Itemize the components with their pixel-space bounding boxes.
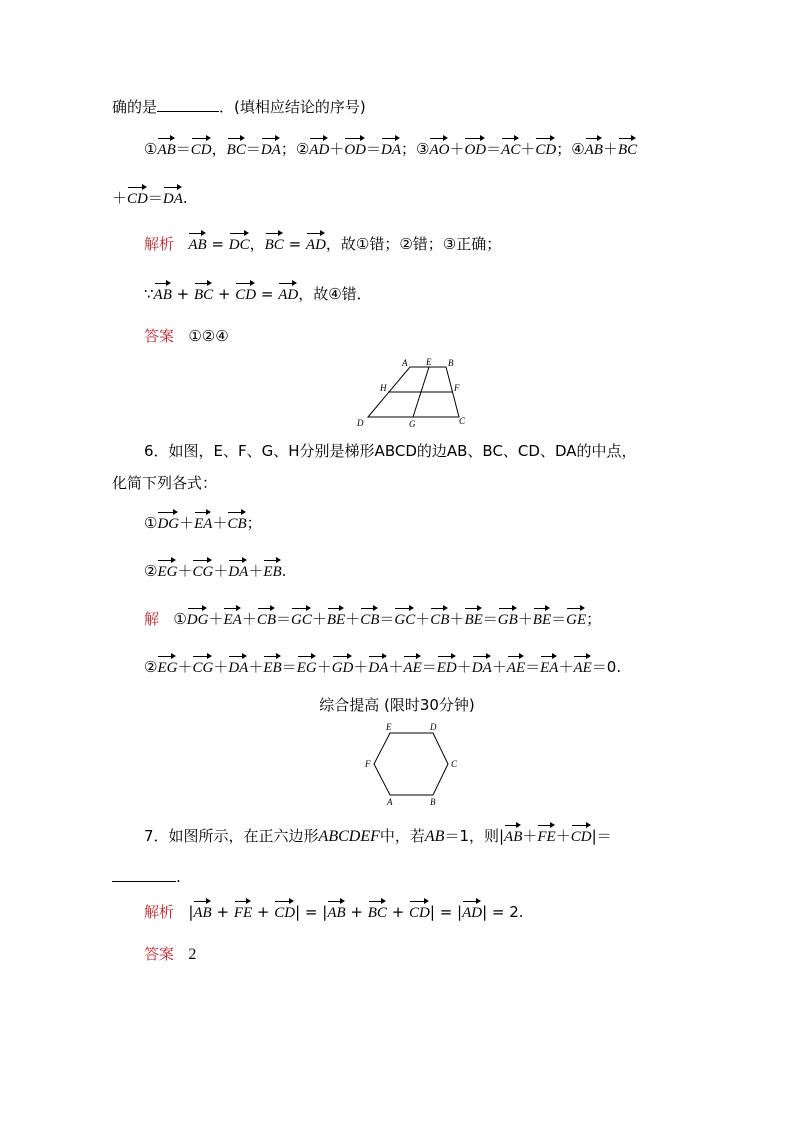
text-token: ＝ [421,658,437,676]
text-token: ① [144,514,158,532]
vector-eg: EG [157,558,177,583]
text-token: ＋ [456,658,472,676]
q7-stem [144,823,612,848]
label-G: G [409,419,416,429]
math-abcdef: ABCDEF [318,828,380,845]
text-token: + [345,903,368,921]
text-token: ② [144,658,158,676]
text-token: ＝ [486,140,502,158]
answer-blank-q7 [112,867,176,882]
text-token: | = | [295,903,328,921]
text-token: ＋ [520,140,536,158]
vector-cd: CD [127,185,148,210]
vector-da: DA [163,185,183,210]
vector-fe: FE [234,899,252,924]
text-token: ＝ [379,610,395,628]
label-H: H [380,383,387,393]
vector-cb: CB [430,606,449,631]
vector-ab: AB [504,823,522,848]
vector-ed: ED [437,654,457,679]
text-token: ＋ [345,610,361,628]
vector-bc: BC [265,231,284,256]
text-token: ＝ [365,140,381,158]
text-token: ；② [280,140,310,158]
vector-eb: EB [263,558,281,583]
text-token: ＝ [482,610,498,628]
vector-gc: GC [394,606,415,631]
label-D: D [357,418,364,428]
text-token: ∵ [144,285,154,303]
label-F2: F [365,759,371,769]
vector-cb: CB [360,606,379,631]
text-token: ＝ [281,658,297,676]
vector-fe: FE [537,823,555,848]
vector-cg: CG [192,558,213,583]
vector-da: DA [228,558,248,583]
q6-stem-line1: 6．如图，E、F、G、H分别是梯形ABCD的边AB、BC、CD、DA的中点， [144,442,637,460]
vector-ab: AB [188,231,206,256]
text-token: ＋ [388,658,404,676]
text-token: + [213,285,236,303]
text-token: ＋ [177,658,193,676]
vector-ab: AB [585,136,603,161]
text-token: ＝1，则| [444,827,505,845]
text-token: ＋ [177,562,193,580]
vector-be: BE [327,606,345,631]
answer-value-q7: 2 [188,946,197,963]
vector-od: OD [344,136,366,161]
vector-cd: CD [274,899,295,924]
vector-cd: CD [535,136,556,161]
vector-cd: CD [409,899,430,924]
text-token: ＋ [248,658,264,676]
vector-dc: DC [229,231,250,256]
text-token: + [386,903,410,921]
text-token: ＋ [449,610,465,628]
vector-ad: AD [309,136,329,161]
vector-ea: EA [223,606,241,631]
text-token: ， [249,235,265,253]
text-token: = [283,235,306,253]
q5-blank-suffix: ．(填相应结论的序号) [219,98,366,116]
analysis-label-q7: 解析 [144,903,175,921]
text-token: ＝ [525,658,541,676]
text-token: ，故①错；②错；③正确； [325,235,502,253]
q6-part2 [144,558,286,583]
vector-cb: CB [257,606,276,631]
label-A: A [402,358,408,368]
text-token: . [281,562,287,580]
trapezoid-figure [355,356,475,430]
text-token: ， [211,140,227,158]
vector-cd: CD [235,281,256,306]
text-token: ＋ [558,658,574,676]
vector-bc: BC [368,899,387,924]
text-token: ＝ [175,140,191,158]
text-token: 中，若 [379,827,425,845]
vector-eg: EG [297,654,317,679]
vector-gb: GB [498,606,518,631]
text-token: . [182,189,188,207]
text-token: ＋ [602,140,618,158]
answer-label: 答案 [144,327,175,345]
text-token: = [206,235,229,253]
vector-eb: EB [263,654,281,679]
vector-da: DA [472,654,492,679]
text-token: ① [144,140,158,158]
text-token: | [188,903,194,921]
text-token: |＝ [591,827,612,845]
hexagon-figure [360,720,470,808]
text-token: 7．如图所示，在正六边形 [144,827,319,845]
text-token: + [252,903,275,921]
vector-da: DA [381,136,401,161]
q7-blank-suffix: . [176,868,181,886]
q5-analysis-line2 [144,281,372,306]
answer-blank [157,97,219,112]
analysis-label: 解析 [144,235,175,253]
vector-be: BE [533,606,551,631]
vector-dg: DG [187,606,209,631]
text-token: ＋ [112,189,128,207]
text-token: ＋ [213,562,229,580]
text-token: ＝ [245,140,261,158]
vector-da: DA [228,654,248,679]
text-token: ； [246,514,262,532]
q6-part1 [144,510,262,535]
section-title: 综合提高 (限时30分钟) [319,696,475,714]
answer-value: ①②④ [188,327,229,345]
vector-bc: BC [194,281,213,306]
vector-da: DA [261,136,281,161]
text-token: ＝ [275,610,291,628]
text-token: ；④ [556,140,585,158]
q5-blank-prefix: 确的是 [112,98,158,116]
vector-gd: GD [332,654,354,679]
vector-od: OD [464,136,486,161]
vector-ab: AB [157,136,175,161]
text-token: ＝ [551,610,567,628]
text-token: ＋ [329,140,345,158]
text-token: ＝ [147,189,163,207]
text-token: ＋ [241,610,257,628]
q6-solution-line2 [144,654,621,679]
vector-da: DA [368,654,388,679]
vector-bc: BC [618,136,637,161]
q6-stem-line2: 化简下列各式： [112,474,218,492]
text-token: ＝0. [591,658,622,676]
text-token: ，故④错． [298,285,372,303]
label-C: C [459,416,466,426]
q7-analysis-line [144,899,524,924]
text-token: ② [144,562,158,580]
vector-gc: GC [291,606,312,631]
label-E2: E [386,722,392,732]
q7-answer-line [144,943,196,966]
vector-cd: CD [191,136,212,161]
vector-ao: AO [429,136,449,161]
vector-ac: AC [501,136,520,161]
text-token: ；③ [401,140,430,158]
text-token: + [171,285,194,303]
vector-ab: AB [193,899,211,924]
label-B2: B [430,797,436,807]
vector-ea: EA [194,510,212,535]
text-token: ① [173,610,187,628]
text-token: ＋ [311,610,327,628]
answer-label-q7: 答案 [144,945,175,963]
label-B: B [448,358,454,368]
vector-ad: AD [306,231,326,256]
q5-blank-line [112,96,366,118]
solution-label: 解 [144,610,160,628]
text-token: | = 2. [482,903,524,921]
text-token: = [256,285,279,303]
vector-ae: AE [507,654,525,679]
vector-cd: CD [571,823,592,848]
q5-options-line2 [112,185,188,210]
vector-cb: CB [227,510,246,535]
vector-ab: AB [327,899,345,924]
vector-ae: AE [573,654,591,679]
q6-solution-line1 [144,606,601,631]
text-token: ＋ [213,658,229,676]
q7-blank-line [112,866,181,888]
vector-ad: AD [462,899,482,924]
text-token: ； [586,610,602,628]
text-token: ＋ [491,658,507,676]
text-token: ＋ [522,827,538,845]
text-token: ＋ [415,610,431,628]
math-ab: AB [424,828,445,845]
text-token: ＋ [449,140,465,158]
text-token: ＋ [517,610,533,628]
vector-eg: EG [157,654,177,679]
vector-ad: AD [278,281,298,306]
vector-cg: CG [192,654,213,679]
vector-ge: GE [566,606,586,631]
text-token: ＋ [555,827,571,845]
text-token: ＋ [212,514,228,532]
label-E: E [426,357,432,367]
q5-answer-line [144,325,229,347]
q5-options-line1 [144,136,637,161]
vector-ea: EA [540,654,558,679]
text-token: ＋ [316,658,332,676]
text-token: ＋ [208,610,224,628]
text-token: ＋ [353,658,369,676]
text-token: ＋ [179,514,195,532]
vector-ae: AE [403,654,421,679]
label-F: F [454,383,460,393]
label-D2: D [430,722,437,732]
vector-bc: BC [227,136,246,161]
vector-ab: AB [154,281,172,306]
q5-analysis-line1 [144,231,501,256]
text-token: + [211,903,234,921]
label-C2: C [451,759,458,769]
vector-be: BE [464,606,482,631]
vector-dg: DG [157,510,179,535]
label-A2: A [387,797,393,807]
text-token: ＋ [248,562,264,580]
text-token: | = | [429,903,463,921]
